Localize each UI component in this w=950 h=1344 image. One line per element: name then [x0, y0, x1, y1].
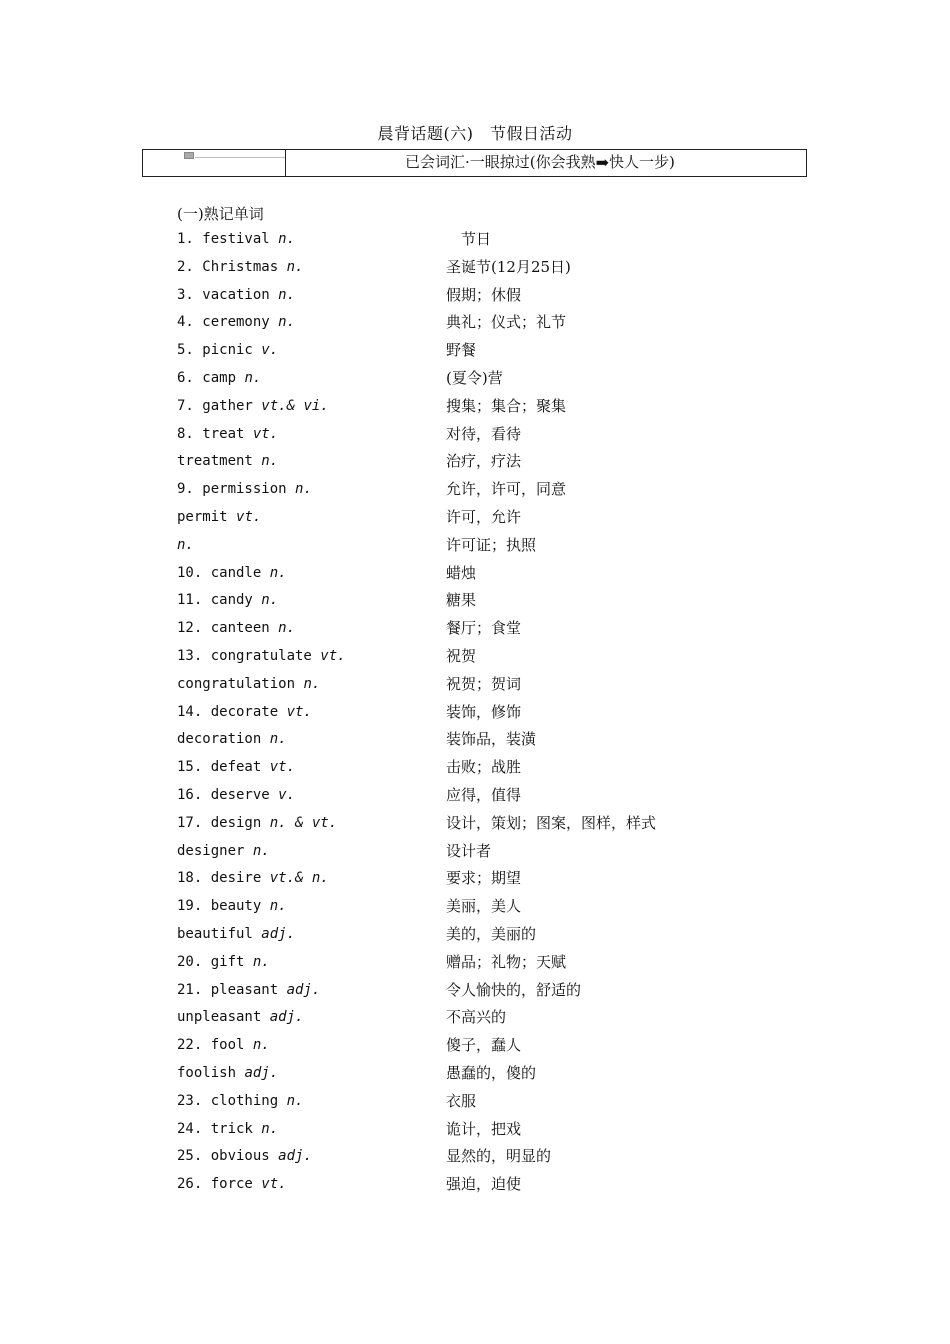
vocab-word-text: 15. defeat: [177, 759, 270, 776]
vocab-row: [177, 421, 777, 449]
vocab-row: [177, 671, 777, 699]
vocab-row: [177, 476, 777, 504]
vocab-word: [177, 1171, 287, 1199]
banner-text: [405, 151, 675, 172]
vocab-part-of-speech: vt.: [252, 425, 279, 442]
vocab-word: [177, 337, 278, 365]
vocab-meaning: 衣服: [446, 1091, 477, 1110]
vocab-part-of-speech: n.: [261, 1120, 279, 1137]
vocab-meaning: 强迫，迫使: [446, 1175, 522, 1194]
vocab-part-of-speech: n.: [295, 481, 312, 498]
vocab-word-text: 9. permission: [177, 481, 296, 498]
vocab-part-of-speech: vt.: [286, 703, 312, 720]
vocab-word-text: 23. clothing: [177, 1092, 287, 1109]
vocab-word-text: 21. pleasant: [177, 981, 287, 998]
vocab-part-of-speech: adj.: [269, 1009, 304, 1026]
vocab-word-text: 8. treat: [177, 425, 253, 442]
vocab-row: [177, 893, 777, 921]
vocab-meaning: (夏令)营: [446, 368, 503, 387]
vocab-part-of-speech: n.: [303, 675, 321, 692]
vocab-part-of-speech: v.: [261, 342, 279, 359]
vocab-word: [177, 865, 329, 893]
vocab-word: [177, 977, 320, 1005]
vocab-part-of-speech: n.: [261, 592, 279, 609]
vocab-row: [177, 282, 777, 310]
vocab-word-text: 12. canteen: [177, 620, 279, 637]
vocab-row: [177, 782, 777, 810]
vocab-word: [177, 1032, 270, 1060]
vocab-meaning: 许可证；执照: [446, 535, 537, 554]
page-title: 晨背话题(六) 节假日活动: [377, 124, 573, 143]
vocab-word-text: 26. force: [177, 1176, 262, 1193]
vocab-word-text: 6. camp: [177, 369, 245, 386]
vocab-word-text: decoration: [177, 731, 270, 748]
vocab-row: [177, 1171, 777, 1199]
vocab-part-of-speech: adj.: [244, 1064, 279, 1081]
vocab-part-of-speech: n.: [269, 898, 287, 915]
vocab-row: [177, 560, 777, 588]
vocab-part-of-speech: n.: [278, 314, 296, 331]
vocab-word: [177, 560, 287, 588]
vocab-row: [177, 921, 777, 949]
vocab-word: [177, 309, 295, 337]
vocab-row: [177, 587, 777, 615]
vocab-word: [177, 393, 329, 421]
vocab-meaning: 对待，看待: [446, 424, 522, 443]
vocab-word-text: 24. trick: [177, 1120, 262, 1137]
vocab-meaning: 显然的，明显的: [446, 1147, 552, 1166]
banner-left-cell: [143, 150, 286, 176]
vocab-word-text: 10. candle: [177, 564, 270, 581]
vocab-word: [177, 1088, 303, 1116]
vocab-word: [177, 949, 270, 977]
vocab-word: [177, 421, 278, 449]
vocab-word-text: 11. candy: [177, 592, 262, 609]
vocab-meaning: 装饰，修饰: [446, 702, 522, 721]
vocab-meaning: 应得，值得: [446, 785, 522, 804]
vocab-meaning: 祝贺；贺词: [446, 674, 522, 693]
vocab-word-text: 5. picnic: [177, 342, 262, 359]
vocab-meaning: 要求；期望: [446, 869, 522, 888]
vocab-word-text: congratulation: [177, 675, 304, 692]
vocab-meaning: 典礼；仪式；礼节: [446, 313, 567, 332]
vocab-row: [177, 949, 777, 977]
vocab-word: [177, 365, 261, 393]
vocab-word: [177, 643, 346, 671]
vocab-row: [177, 254, 777, 282]
vocab-meaning: 令人愉快的，舒适的: [446, 980, 582, 999]
vocab-word-text: 25. obvious: [177, 1148, 279, 1165]
vocab-row: [177, 226, 777, 254]
vocab-word: [177, 1116, 278, 1144]
banner-text-tail: 快人一步): [609, 153, 675, 171]
vocab-row: [177, 699, 777, 727]
vocab-meaning: 赠品；礼物；天赋: [446, 952, 567, 971]
vocab-meaning: 野餐: [446, 341, 477, 360]
vocab-word: [177, 504, 261, 532]
vocab-row: [177, 838, 777, 866]
vocab-part-of-speech: n.: [278, 620, 296, 637]
vocab-word: [177, 726, 287, 754]
vocab-meaning: 傻子，蠢人: [446, 1036, 522, 1055]
vocab-row: [177, 1116, 777, 1144]
vocab-part-of-speech: n.: [261, 453, 279, 470]
vocab-word: [177, 671, 320, 699]
vocab-meaning: 诡计，把戏: [446, 1119, 522, 1138]
vocab-row: [177, 393, 777, 421]
vocab-meaning: 美的，美丽的: [446, 924, 537, 943]
vocab-word: [177, 838, 270, 866]
banner-divider: [195, 157, 285, 158]
vocab-meaning: 糖果: [446, 591, 477, 610]
vocab-word-text: 3. vacation: [177, 286, 279, 303]
vocab-list: [177, 226, 777, 1199]
vocab-word: [177, 893, 287, 921]
vocab-word-text: beautiful: [177, 925, 262, 942]
vocab-row: [177, 643, 777, 671]
vocab-row: [177, 754, 777, 782]
vocab-word-text: unpleasant: [177, 1009, 270, 1026]
vocab-meaning: 愚蠢的，傻的: [446, 1063, 537, 1082]
vocab-word: [177, 810, 337, 838]
vocab-word-text: designer: [177, 842, 253, 859]
vocab-part-of-speech: n.: [177, 536, 194, 553]
vocab-part-of-speech: adj.: [278, 1148, 312, 1165]
vocab-word-text: permit: [177, 508, 237, 525]
vocab-word-text: 1. festival: [177, 231, 279, 247]
vocab-word: [177, 1060, 278, 1088]
vocab-word: [177, 615, 295, 643]
vocab-part-of-speech: adj.: [261, 925, 296, 942]
vocab-word: [177, 699, 312, 727]
vocab-row: [177, 977, 777, 1005]
vocab-row: [177, 448, 777, 476]
vocab-word-text: 19. beauty: [177, 898, 270, 915]
vocab-meaning: 节日: [446, 230, 492, 248]
vocab-row: [177, 309, 777, 337]
vocab-part-of-speech: n.: [278, 286, 296, 303]
vocab-word-text: treatment: [177, 453, 262, 470]
vocab-meaning: 装饰品，装潢: [446, 730, 537, 749]
vocab-part-of-speech: n.: [244, 369, 262, 386]
vocab-row: [177, 365, 777, 393]
vocab-word: [177, 1143, 312, 1171]
vocab-word-text: 22. fool: [177, 1037, 253, 1054]
vocab-part-of-speech: vt.: [320, 647, 346, 664]
vocab-row: [177, 1032, 777, 1060]
vocab-meaning: 假期；休假: [446, 285, 522, 304]
vocab-word-text: 17. design: [177, 814, 270, 831]
vocab-part-of-speech: n.: [286, 1092, 304, 1109]
vocab-row: [177, 1088, 777, 1116]
vocab-row: [177, 865, 777, 893]
vocab-word-text: 4. ceremony: [177, 314, 279, 331]
vocab-word: [177, 254, 303, 282]
right-arrow-icon: ➡: [595, 153, 610, 172]
vocab-word-text: 13. congratulate: [177, 647, 321, 664]
vocab-row: [177, 726, 777, 754]
vocab-word-text: 20. gift: [177, 953, 253, 970]
vocab-meaning: 允许，许可，同意: [446, 480, 567, 499]
vocab-meaning: 许可，允许: [446, 507, 522, 526]
vocab-meaning: 治疗，疗法: [446, 452, 522, 471]
section-banner: [142, 149, 807, 177]
vocab-part-of-speech: adj.: [286, 981, 321, 998]
vocab-part-of-speech: n.: [286, 258, 304, 275]
vocab-word: [177, 921, 295, 949]
vocab-word: [177, 754, 295, 782]
vocab-word-text: 2. Christmas: [177, 258, 287, 275]
vocab-row: [177, 810, 777, 838]
vocab-row: [177, 504, 777, 532]
vocab-row: [177, 1004, 777, 1032]
vocab-part-of-speech: n.: [278, 231, 296, 247]
vocab-meaning: 搜集；集合；聚集: [446, 396, 567, 415]
vocab-meaning: 设计者: [446, 841, 492, 860]
vocab-meaning: 不高兴的: [446, 1008, 507, 1027]
vocab-word-text: 7. gather: [177, 397, 262, 414]
vocab-word: [177, 476, 312, 504]
vocab-part-of-speech: n.: [252, 1037, 270, 1054]
vocab-meaning: 祝贺: [446, 646, 477, 665]
vocab-row: [177, 615, 777, 643]
vocab-part-of-speech: vt.& n.: [269, 870, 329, 887]
vocab-word-text: 14. decorate: [177, 703, 287, 720]
vocab-word-text: 16. deserve: [177, 786, 279, 803]
vocab-part-of-speech: vt.: [269, 759, 296, 776]
vocab-meaning: 美丽，美人: [446, 897, 522, 916]
vocab-part-of-speech: vt.: [261, 1176, 287, 1193]
vocab-meaning: 餐厅；食堂: [446, 619, 522, 638]
vocab-part-of-speech: vt.: [236, 508, 262, 525]
banner-text-main: 已会词汇·一眼掠过(你会我熟: [405, 153, 596, 171]
vocab-part-of-speech: n.: [252, 842, 270, 859]
vocab-part-of-speech: v.: [278, 786, 296, 803]
vocab-word: [177, 782, 295, 810]
vocab-word: [177, 587, 278, 615]
vocab-word: [177, 532, 194, 560]
vocab-word: [177, 1004, 303, 1032]
collapse-icon: [184, 152, 194, 159]
vocab-row: [177, 337, 777, 365]
vocab-part-of-speech: n.: [269, 564, 287, 581]
vocab-row: [177, 1143, 777, 1171]
vocab-word-text: foolish: [177, 1064, 245, 1081]
vocab-row: [177, 1060, 777, 1088]
vocab-word-text: 18. desire: [177, 870, 270, 887]
vocab-word: [177, 448, 278, 476]
vocab-meaning: 击败；战胜: [446, 758, 522, 777]
section-heading: (一)熟记单词: [177, 205, 264, 223]
vocab-meaning: 蜡烛: [446, 563, 477, 582]
vocab-word: [177, 226, 295, 254]
vocab-part-of-speech: n.: [252, 953, 270, 970]
vocab-meaning: 圣诞节(12月25日): [446, 257, 571, 276]
vocab-part-of-speech: n. & vt.: [269, 814, 338, 831]
vocab-part-of-speech: vt.& vi.: [261, 397, 329, 414]
vocab-row: [177, 532, 777, 560]
vocab-word: [177, 282, 295, 310]
vocab-part-of-speech: n.: [269, 731, 287, 748]
vocab-meaning: 设计，策划；图案，图样，样式: [446, 813, 657, 832]
